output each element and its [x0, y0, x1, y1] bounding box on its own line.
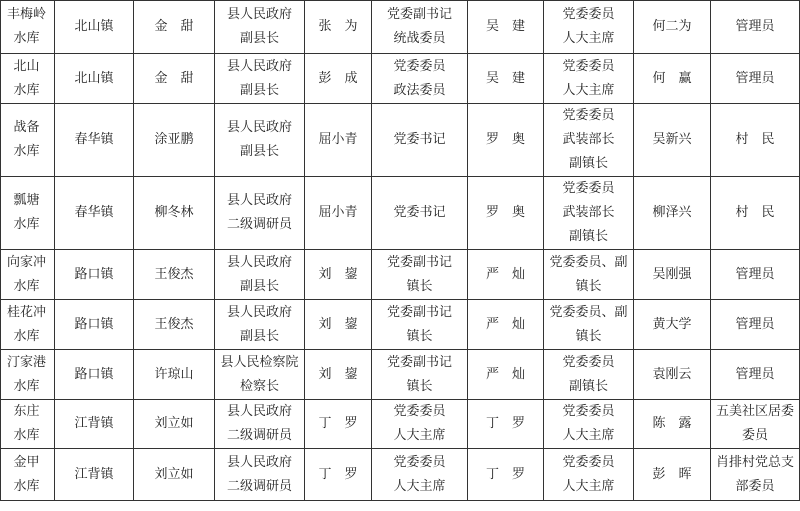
cell-text: 党委书记 [393, 132, 446, 147]
cell-text: 党委委员 [562, 108, 615, 123]
cell-county-leader-title [215, 104, 305, 177]
cell-text: 镇长 [406, 328, 433, 344]
cell-manager-role [711, 300, 800, 350]
cell-text: 县人民政府 [226, 304, 292, 320]
cell-text: 吴 建 [485, 19, 525, 34]
cell-text: 何二为 [652, 19, 692, 34]
cell-text: 副镇长 [568, 229, 608, 244]
cell-township-responsible [468, 1, 544, 54]
cell-text: 党委委员 [393, 454, 446, 470]
cell-text: 党委委员 [562, 58, 615, 74]
cell-text: 副县长 [239, 31, 279, 46]
cell-township [55, 177, 134, 250]
cell-manager-name [634, 54, 711, 104]
cell-text: 党委委员 [562, 454, 615, 470]
cell-text: 丁 罗 [318, 466, 358, 482]
cell-text: 党委副书记 [386, 354, 452, 370]
cell-township-leader [305, 1, 372, 54]
cell-township-leader [305, 54, 372, 104]
cell-township-responsible [468, 300, 544, 350]
cell-text: 检察长 [239, 378, 279, 394]
table-row [1, 400, 800, 449]
cell-township-responsible-title [544, 400, 634, 449]
cell-text: 金 甜 [154, 70, 194, 86]
cell-text: 委员 [741, 428, 768, 443]
cell-text: 金 甜 [154, 19, 194, 34]
cell-county-leader-title [215, 350, 305, 400]
cell-county-leader [134, 104, 215, 177]
table-row [1, 350, 800, 400]
cell-text: 北山 [13, 58, 40, 74]
table-body [1, 1, 800, 501]
cell-text: 党委副书记 [386, 304, 452, 320]
cell-text: 武装部长 [562, 132, 615, 147]
cell-township-leader-title [372, 449, 468, 501]
cell-manager-name [634, 104, 711, 177]
cell-text: 二级调研员 [226, 428, 292, 443]
cell-township-leader [305, 449, 372, 501]
cell-text: 镇长 [406, 278, 433, 294]
cell-township-responsible [468, 54, 544, 104]
cell-township-responsible-title [544, 449, 634, 501]
cell-text: 水库 [13, 144, 40, 159]
cell-township-leader-title [372, 104, 468, 177]
cell-township-leader [305, 300, 372, 350]
cell-manager-role [711, 54, 800, 104]
cell-text: 副镇长 [568, 156, 608, 171]
cell-text: 罗 奥 [485, 132, 525, 147]
table-row [1, 449, 800, 501]
cell-manager-name [634, 1, 711, 54]
cell-text: 瓢塘 [13, 193, 40, 208]
cell-manager-role [711, 104, 800, 177]
cell-text: 路口镇 [74, 266, 114, 282]
cell-text: 镇长 [575, 328, 602, 344]
cell-text: 罗 奥 [485, 205, 525, 220]
cell-text: 人大主席 [562, 428, 615, 443]
cell-text: 路口镇 [74, 366, 114, 382]
cell-manager-role [711, 400, 800, 449]
cell-text: 党委委员 [393, 404, 446, 419]
cell-text: 屈小青 [318, 205, 358, 220]
cell-text: 吴新兴 [652, 132, 692, 147]
cell-township-responsible [468, 250, 544, 300]
cell-text: 副县长 [239, 328, 279, 344]
cell-manager-name [634, 400, 711, 449]
cell-township [55, 54, 134, 104]
cell-township-leader [305, 350, 372, 400]
cell-text: 村 民 [735, 205, 775, 220]
cell-manager-role [711, 449, 800, 501]
cell-reservoir-name [1, 400, 55, 449]
cell-township-leader-title [372, 177, 468, 250]
table-row [1, 54, 800, 104]
cell-text: 刘 鋆 [318, 366, 358, 382]
cell-township-leader-title [372, 300, 468, 350]
cell-township-responsible [468, 177, 544, 250]
cell-text: 党委委员、副 [549, 304, 628, 320]
cell-text: 江背镇 [74, 466, 114, 482]
cell-township-responsible-title [544, 104, 634, 177]
cell-text: 水库 [13, 478, 40, 494]
cell-text: 北山镇 [74, 70, 114, 86]
cell-township-leader [305, 177, 372, 250]
cell-text: 王俊杰 [154, 266, 194, 282]
cell-text: 陈 露 [652, 416, 692, 431]
cell-text: 村 民 [735, 132, 775, 147]
cell-reservoir-name [1, 350, 55, 400]
cell-manager-role [711, 350, 800, 400]
cell-text: 水库 [13, 328, 40, 344]
cell-township-responsible [468, 104, 544, 177]
cell-text: 党委委员 [562, 181, 615, 196]
cell-township-leader-title [372, 250, 468, 300]
table-row [1, 104, 800, 177]
cell-text: 管理员 [735, 19, 775, 34]
cell-text: 丁 罗 [318, 416, 358, 431]
cell-text: 水库 [13, 82, 40, 98]
cell-county-leader-title [215, 400, 305, 449]
cell-text: 县人民政府 [226, 193, 292, 208]
cell-text: 江背镇 [74, 416, 114, 431]
cell-county-leader-title [215, 250, 305, 300]
cell-manager-role [711, 177, 800, 250]
cell-text: 县人民政府 [226, 120, 292, 135]
cell-text: 丰梅岭 [6, 7, 46, 22]
cell-text: 彭 晖 [652, 466, 692, 482]
cell-text: 战备 [13, 120, 40, 135]
cell-township-leader [305, 250, 372, 300]
cell-text: 金甲 [13, 454, 40, 470]
cell-county-leader [134, 54, 215, 104]
cell-township [55, 250, 134, 300]
cell-manager-name [634, 250, 711, 300]
cell-township-leader-title [372, 54, 468, 104]
cell-text: 水库 [13, 428, 40, 443]
cell-text: 县人民检察院 [220, 354, 299, 370]
cell-text: 袁刚云 [652, 366, 692, 382]
cell-reservoir-name [1, 250, 55, 300]
cell-text: 人大主席 [562, 478, 615, 494]
cell-text: 刘立如 [154, 416, 194, 431]
cell-text: 县人民政府 [226, 454, 292, 470]
cell-text: 县人民政府 [226, 404, 292, 419]
cell-township [55, 1, 134, 54]
cell-county-leader [134, 177, 215, 250]
cell-reservoir-name [1, 54, 55, 104]
cell-county-leader [134, 1, 215, 54]
cell-text: 党委副书记 [386, 254, 452, 270]
cell-text: 王俊杰 [154, 316, 194, 332]
cell-text: 县人民政府 [226, 254, 292, 270]
cell-text: 汀家港 [6, 354, 46, 370]
cell-text: 五美社区居委 [715, 404, 794, 419]
cell-manager-name [634, 300, 711, 350]
cell-township-leader [305, 104, 372, 177]
cell-text: 刘 鋆 [318, 266, 358, 282]
cell-text: 党委委员 [562, 354, 615, 370]
cell-text: 党委委员 [562, 7, 615, 22]
cell-county-leader-title [215, 449, 305, 501]
cell-manager-name [634, 177, 711, 250]
cell-reservoir-name [1, 1, 55, 54]
cell-township-leader-title [372, 400, 468, 449]
cell-text: 二级调研员 [226, 478, 292, 494]
cell-county-leader [134, 350, 215, 400]
cell-manager-name [634, 449, 711, 501]
cell-text: 水库 [13, 31, 40, 46]
cell-text: 县人民政府 [226, 7, 292, 22]
cell-text: 武装部长 [562, 205, 615, 220]
cell-county-leader-title [215, 300, 305, 350]
cell-text: 丁 罗 [485, 466, 525, 482]
cell-text: 水库 [13, 217, 40, 232]
cell-text: 严 灿 [485, 266, 525, 282]
cell-township-leader-title [372, 1, 468, 54]
cell-township-responsible-title [544, 1, 634, 54]
cell-text: 刘立如 [154, 466, 194, 482]
cell-text: 吴 建 [485, 70, 525, 86]
cell-township [55, 350, 134, 400]
cell-text: 人大主席 [562, 82, 615, 98]
cell-township-responsible [468, 400, 544, 449]
cell-text: 路口镇 [74, 316, 114, 332]
cell-text: 部委员 [735, 478, 775, 494]
cell-township-responsible [468, 350, 544, 400]
cell-township [55, 400, 134, 449]
cell-text: 人大主席 [393, 428, 446, 443]
cell-county-leader-title [215, 177, 305, 250]
cell-text: 党委书记 [393, 205, 446, 220]
cell-text: 人大主席 [562, 31, 615, 46]
cell-township-responsible [468, 449, 544, 501]
cell-text: 镇长 [406, 378, 433, 394]
table-row [1, 177, 800, 250]
cell-township [55, 449, 134, 501]
cell-reservoir-name [1, 104, 55, 177]
cell-text: 北山镇 [74, 19, 114, 34]
cell-text: 彭 成 [318, 70, 358, 86]
cell-township-leader-title [372, 350, 468, 400]
cell-text: 管理员 [735, 70, 775, 86]
cell-text: 许琼山 [154, 366, 194, 382]
cell-text: 党委委员、副 [549, 254, 628, 270]
cell-township-responsible-title [544, 177, 634, 250]
table-row [1, 250, 800, 300]
cell-text: 黄大学 [652, 316, 692, 332]
cell-text: 水库 [13, 278, 40, 294]
cell-county-leader [134, 400, 215, 449]
table-row [1, 1, 800, 54]
cell-text: 水库 [13, 378, 40, 394]
cell-township-leader [305, 400, 372, 449]
cell-text: 何 赢 [652, 70, 692, 86]
cell-text: 政法委员 [393, 82, 446, 98]
cell-text: 副县长 [239, 82, 279, 98]
cell-county-leader [134, 449, 215, 501]
cell-text: 副县长 [239, 144, 279, 159]
cell-text: 柳泽兴 [652, 205, 692, 220]
cell-text: 东庄 [13, 404, 40, 419]
cell-township-responsible-title [544, 54, 634, 104]
cell-text: 柳冬林 [154, 205, 194, 220]
cell-county-leader-title [215, 54, 305, 104]
cell-text: 管理员 [735, 316, 775, 332]
cell-text: 二级调研员 [226, 217, 292, 232]
cell-manager-name [634, 350, 711, 400]
cell-text: 副县长 [239, 278, 279, 294]
cell-text: 涂亚鹏 [154, 132, 194, 147]
cell-text: 刘 鋆 [318, 316, 358, 332]
cell-text: 桂花冲 [6, 304, 46, 320]
cell-text: 春华镇 [74, 205, 114, 220]
cell-township-responsible-title [544, 250, 634, 300]
cell-county-leader [134, 300, 215, 350]
cell-text: 副镇长 [568, 378, 608, 394]
cell-text: 县人民政府 [226, 58, 292, 74]
cell-text: 统战委员 [393, 31, 446, 46]
cell-text: 向家冲 [6, 254, 46, 270]
cell-text: 张 为 [318, 19, 358, 34]
cell-text: 肖排村党总支 [715, 454, 794, 470]
cell-township-responsible-title [544, 350, 634, 400]
cell-county-leader [134, 250, 215, 300]
cell-reservoir-name [1, 177, 55, 250]
cell-text: 党委委员 [393, 58, 446, 74]
cell-reservoir-name [1, 449, 55, 501]
cell-manager-role [711, 1, 800, 54]
cell-text: 镇长 [575, 278, 602, 294]
cell-text: 丁 罗 [485, 416, 525, 431]
cell-text: 管理员 [735, 366, 775, 382]
cell-township [55, 104, 134, 177]
table-row [1, 300, 800, 350]
cell-text: 严 灿 [485, 316, 525, 332]
cell-text: 吴刚强 [652, 266, 692, 282]
cell-text: 党委副书记 [386, 7, 452, 22]
cell-township [55, 300, 134, 350]
cell-reservoir-name [1, 300, 55, 350]
cell-text: 人大主席 [393, 478, 446, 494]
cell-text: 管理员 [735, 266, 775, 282]
cell-county-leader-title [215, 1, 305, 54]
cell-text: 党委委员 [562, 404, 615, 419]
cell-text: 严 灿 [485, 366, 525, 382]
cell-manager-role [711, 250, 800, 300]
cell-text: 春华镇 [74, 132, 114, 147]
cell-text: 屈小青 [318, 132, 358, 147]
cell-township-responsible-title [544, 300, 634, 350]
